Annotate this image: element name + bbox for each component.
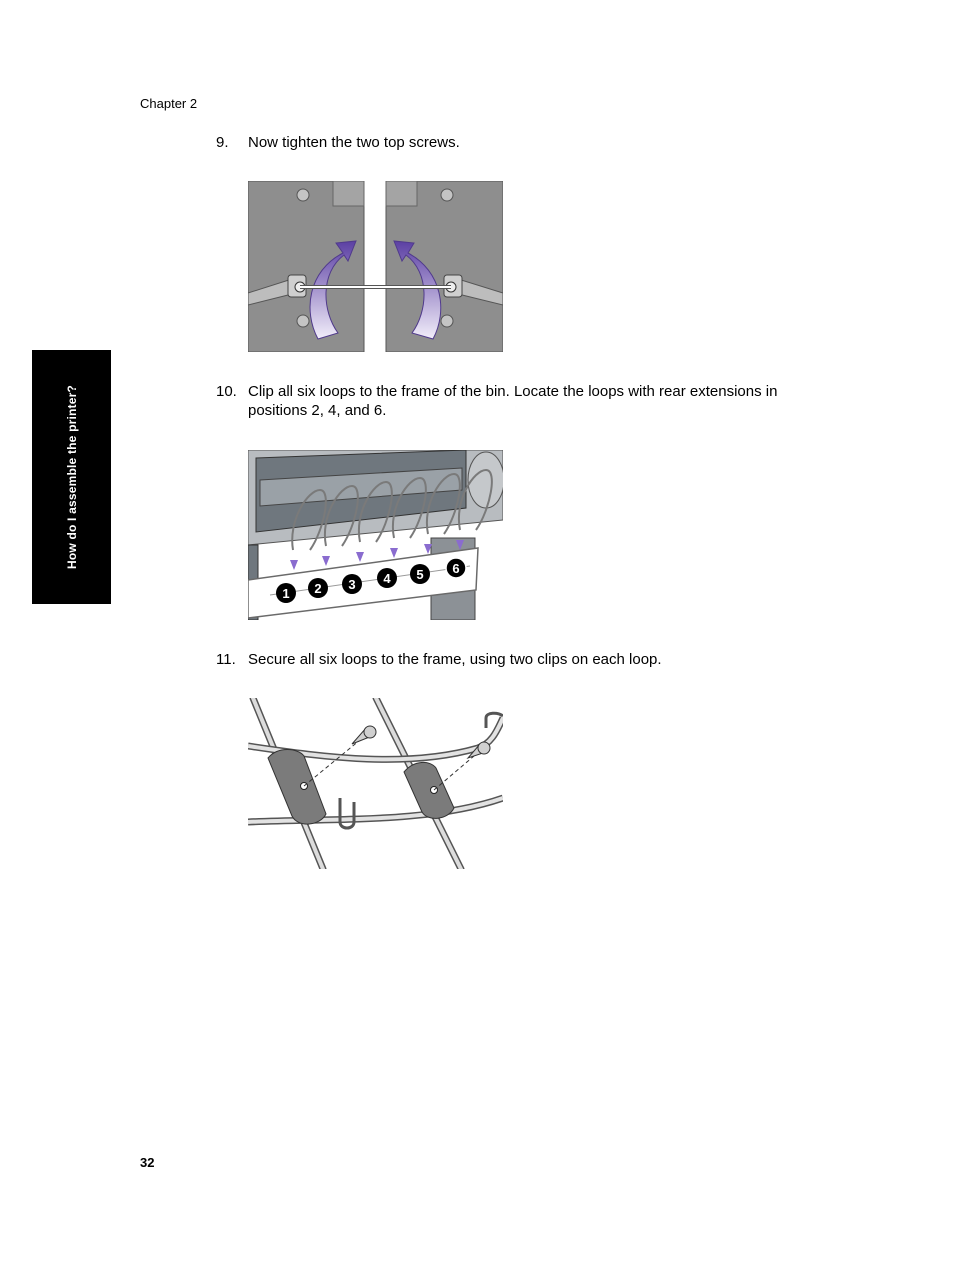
chapter-header: Chapter 2: [140, 96, 198, 111]
left-panel: [248, 181, 364, 352]
figure-clip-loops: [248, 450, 503, 620]
step-text: Now tighten the two top screws.: [248, 134, 460, 151]
step-text: Secure all six loops to the frame, using two clips on each loop.: [248, 651, 662, 668]
figure-tighten-screws: [248, 181, 503, 352]
right-panel: [386, 181, 503, 352]
step-number: 9.: [216, 134, 229, 151]
callout-label: 3: [348, 577, 356, 592]
callout-label: 4: [383, 571, 391, 586]
step-text: Clip all six loops to the frame of the bin. Locate the loops with rear extensions in positions 2, 4, and 6.: [248, 383, 778, 419]
page-number: 32: [140, 1155, 155, 1170]
step-number: 11.: [216, 651, 236, 668]
side-tab: [32, 350, 111, 604]
side-tab-label: How do I assemble the printer?: [64, 384, 79, 570]
figure-secure-clips: [248, 698, 503, 869]
step-number: 10.: [216, 383, 237, 400]
callout-label: 2: [314, 581, 322, 596]
callout-label: 1: [282, 586, 290, 601]
callout-label: 6: [452, 561, 460, 576]
callout-label: 5: [416, 567, 424, 582]
